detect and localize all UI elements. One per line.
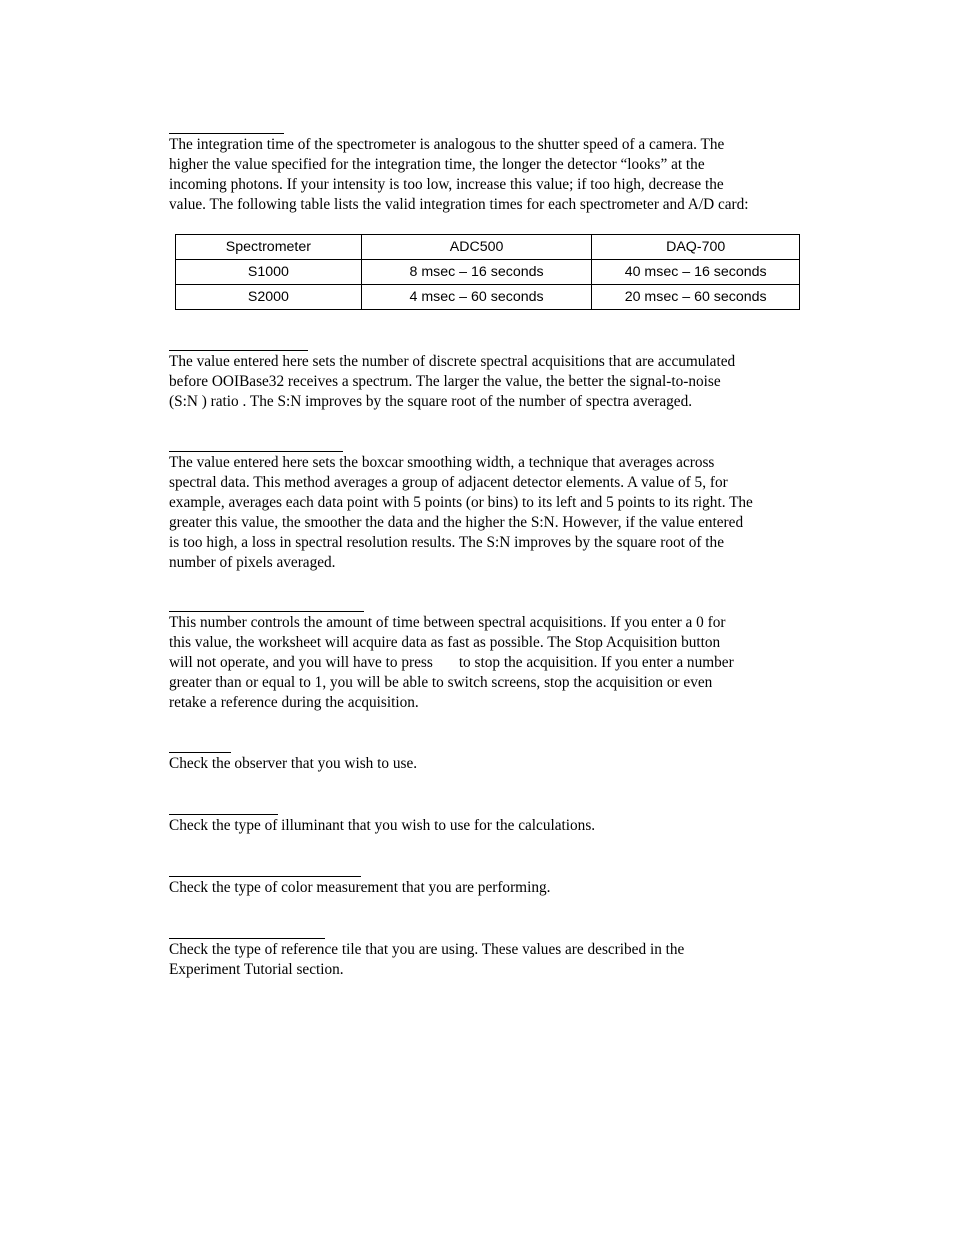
text-line: before OOIBase32 receives a spectrum. The larger the value, the better the signal-to-noise (169, 372, 721, 390)
boxcar-paragraph (169, 453, 829, 572)
text-line: This number controls the amount of time between spectral acquisitions. If you enter a 0 for (169, 614, 726, 631)
text-line: to stop the acquisition. If you enter a number (458, 653, 734, 671)
measurement-section (169, 876, 829, 898)
timing-section (169, 611, 829, 713)
timing-heading-rule (169, 611, 364, 612)
text-line: The value entered here sets the boxcar smoothing width, a technique that averages across (169, 454, 715, 471)
table-header-row (176, 235, 800, 260)
table-row (176, 285, 800, 310)
text-line: greater than or equal to 1, you will be able to switch screens, stop the acquisition or even (169, 673, 713, 691)
table-row (176, 260, 800, 285)
illuminant-heading-rule (169, 814, 278, 815)
measurement-paragraph: Check the type of color measurement that you are performing. (169, 879, 551, 896)
illuminant-paragraph: Check the type of illuminant that you wish to use for the calculations. (169, 817, 596, 834)
average-paragraph (169, 352, 829, 412)
text-line: Experiment Tutorial section. (169, 960, 344, 978)
text-line: will not operate, and you will have to press (169, 653, 433, 671)
observer-heading-rule (169, 752, 231, 753)
text-line: higher the value specified for the integration time, the longer the detector “looks” at the (169, 155, 705, 173)
table-cell: 8 msec – 16 seconds (361, 260, 592, 285)
reference-paragraph (169, 940, 829, 980)
text-line: this value, the worksheet will acquire data as fast as possible. The Stop Acquisition button (169, 633, 721, 651)
illuminant-section (169, 814, 829, 836)
timing-paragraph (169, 613, 829, 713)
average-section (169, 350, 829, 412)
text-line: is too high, a loss in spectral resolution results. The S:N improves by the square root of the (169, 533, 724, 551)
table-cell: S1000 (176, 260, 362, 285)
table-header-cell: Spectrometer (176, 235, 362, 260)
text-line: spectral data. This method averages a group of adjacent detector elements. A value of 5, for (169, 473, 728, 491)
integration-paragraph (169, 135, 829, 215)
boxcar-section (169, 451, 829, 572)
boxcar-heading-rule (169, 451, 343, 452)
observer-paragraph: Check the observer that you wish to use. (169, 755, 418, 772)
text-line: value. The following table lists the valid integration times for each spectrometer and A/D card: (169, 195, 749, 213)
table-cell: 40 msec – 16 seconds (592, 260, 800, 285)
reference-heading-rule (169, 938, 325, 939)
integration-times-table (175, 234, 800, 310)
reference-section (169, 938, 829, 980)
table-cell: 20 msec – 60 seconds (592, 285, 800, 310)
text-line: number of pixels averaged. (169, 553, 336, 571)
text-line: greater this value, the smoother the data and the higher the S:N. However, if the value entered (169, 513, 744, 531)
table-header-cell: DAQ-700 (592, 235, 800, 260)
table-header-cell: ADC500 (361, 235, 592, 260)
text-line: The value entered here sets the number of discrete spectral acquisitions that are accumulated (169, 353, 736, 370)
text-line: incoming photons. If your intensity is too low, increase this value; if too high, decrease the (169, 175, 724, 193)
integration-section (169, 133, 829, 215)
integration-heading-rule (169, 133, 284, 134)
measurement-heading-rule (169, 876, 361, 877)
text-line: retake a reference during the acquisition. (169, 693, 419, 711)
text-line: (S:N ) ratio . The S:N improves by the square root of the number of spectra averaged. (169, 392, 693, 410)
observer-section (169, 752, 829, 774)
text-line: The integration time of the spectrometer is analogous to the shutter speed of a camera. The (169, 136, 725, 153)
average-heading-rule (169, 350, 308, 351)
table-cell: 4 msec – 60 seconds (361, 285, 592, 310)
table-cell: S2000 (176, 285, 362, 310)
text-line: Check the type of reference tile that you are using. These values are described in the (169, 941, 685, 958)
text-line: example, averages each data point with 5 points (or bins) to its left and 5 points to its right. The (169, 493, 753, 511)
